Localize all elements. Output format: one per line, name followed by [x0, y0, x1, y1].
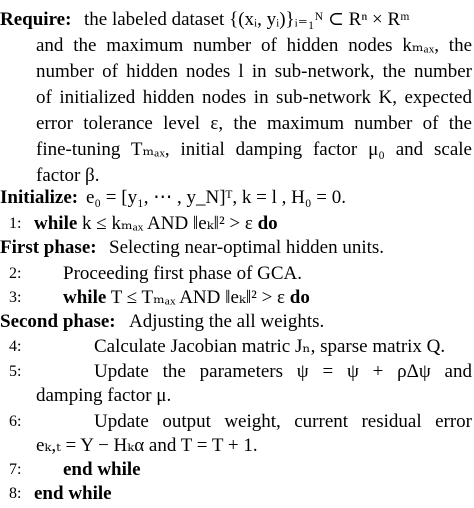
step-number: 1:	[9, 215, 22, 232]
step-number: 8:	[9, 485, 22, 502]
step-1	[0, 212, 474, 236]
second-phase-line	[0, 310, 474, 334]
require-line-1	[0, 8, 474, 32]
second-phase-label: Second phase:	[0, 311, 116, 332]
step-3	[0, 286, 474, 310]
require-line-5	[0, 112, 474, 136]
step-5-text: Update the parameters ψ = ψ + ρΔψ and	[94, 361, 472, 382]
step-6-cont-text: eₖ,ₜ = Y − Hₖα and T = T + 1.	[36, 435, 258, 456]
require-label: Require:	[0, 9, 72, 30]
step-3-condition: T ≤ Tₘₐₓ AND ‖eₖ‖² > ε	[106, 287, 290, 308]
initialize-label: Initialize:	[0, 187, 79, 208]
step-4	[0, 335, 474, 359]
keyword-while: while	[34, 213, 78, 234]
first-phase-text: Selecting near-optimal hidden units.	[109, 237, 385, 258]
first-phase-line	[0, 236, 474, 260]
step-8	[0, 482, 474, 506]
keyword-do: do	[289, 287, 310, 308]
step-number: 2:	[9, 265, 22, 282]
step-6	[0, 410, 474, 434]
step-3-content	[63, 286, 310, 310]
step-5-continuation	[0, 384, 474, 408]
keyword-end-while: end while	[34, 483, 112, 504]
step-7	[0, 458, 474, 482]
step-1-condition: k ≤ kₘₐₓ AND ‖eₖ‖² > ε	[77, 213, 258, 234]
require-text-1: the labeled dataset {(xᵢ, yᵢ)}ᵢ₌₁ᴺ ⊂ Rⁿ × Rᵐ	[84, 9, 410, 30]
require-line-4	[0, 86, 474, 110]
require-line-7	[0, 164, 474, 188]
require-text-2: and the maximum number of hidden nodes kₘₐₓ, the	[36, 35, 472, 56]
require-text-6: fine-tuning Tₘₐₓ, initial damping factor μ₀ and scale	[36, 139, 472, 160]
require-text-7: factor β.	[36, 165, 100, 186]
first-phase-label: First phase:	[0, 237, 97, 258]
step-5-cont-text: damping factor μ.	[36, 385, 172, 406]
step-number: 5:	[9, 363, 22, 380]
step-5	[0, 360, 474, 384]
step-2-text: Proceeding first phase of GCA.	[63, 263, 303, 284]
initialize-line	[0, 186, 474, 210]
step-number: 7:	[9, 461, 22, 478]
require-text-4: of initialized hidden nodes in sub-network K, expected	[36, 87, 472, 108]
second-phase-text: Adjusting the all weights.	[129, 311, 325, 332]
require-line-2	[0, 34, 474, 58]
initialize-text: e₀ = [y₁, ⋯ , y_N]ᵀ, k = l , H₀ = 0.	[86, 187, 346, 208]
keyword-while: while	[63, 287, 107, 308]
require-text-3: number of hidden nodes l in sub-network, the number	[36, 61, 472, 82]
step-4-text: Calculate Jacobian matric Jₙ, sparse matrix Q.	[94, 336, 446, 357]
require-line-3	[0, 60, 474, 84]
step-1-content	[34, 212, 278, 236]
step-number: 3:	[9, 289, 22, 306]
step-2	[0, 262, 474, 286]
step-6-text: Update output weight, current residual error	[94, 411, 472, 432]
step-6-continuation	[0, 434, 474, 458]
keyword-end-while: end while	[63, 459, 141, 480]
require-text-5: error tolerance level ε, the maximum number of the	[36, 113, 472, 134]
step-number: 4:	[9, 338, 22, 355]
step-number: 6:	[9, 413, 22, 430]
require-line-6	[0, 138, 474, 162]
keyword-do: do	[257, 213, 278, 234]
